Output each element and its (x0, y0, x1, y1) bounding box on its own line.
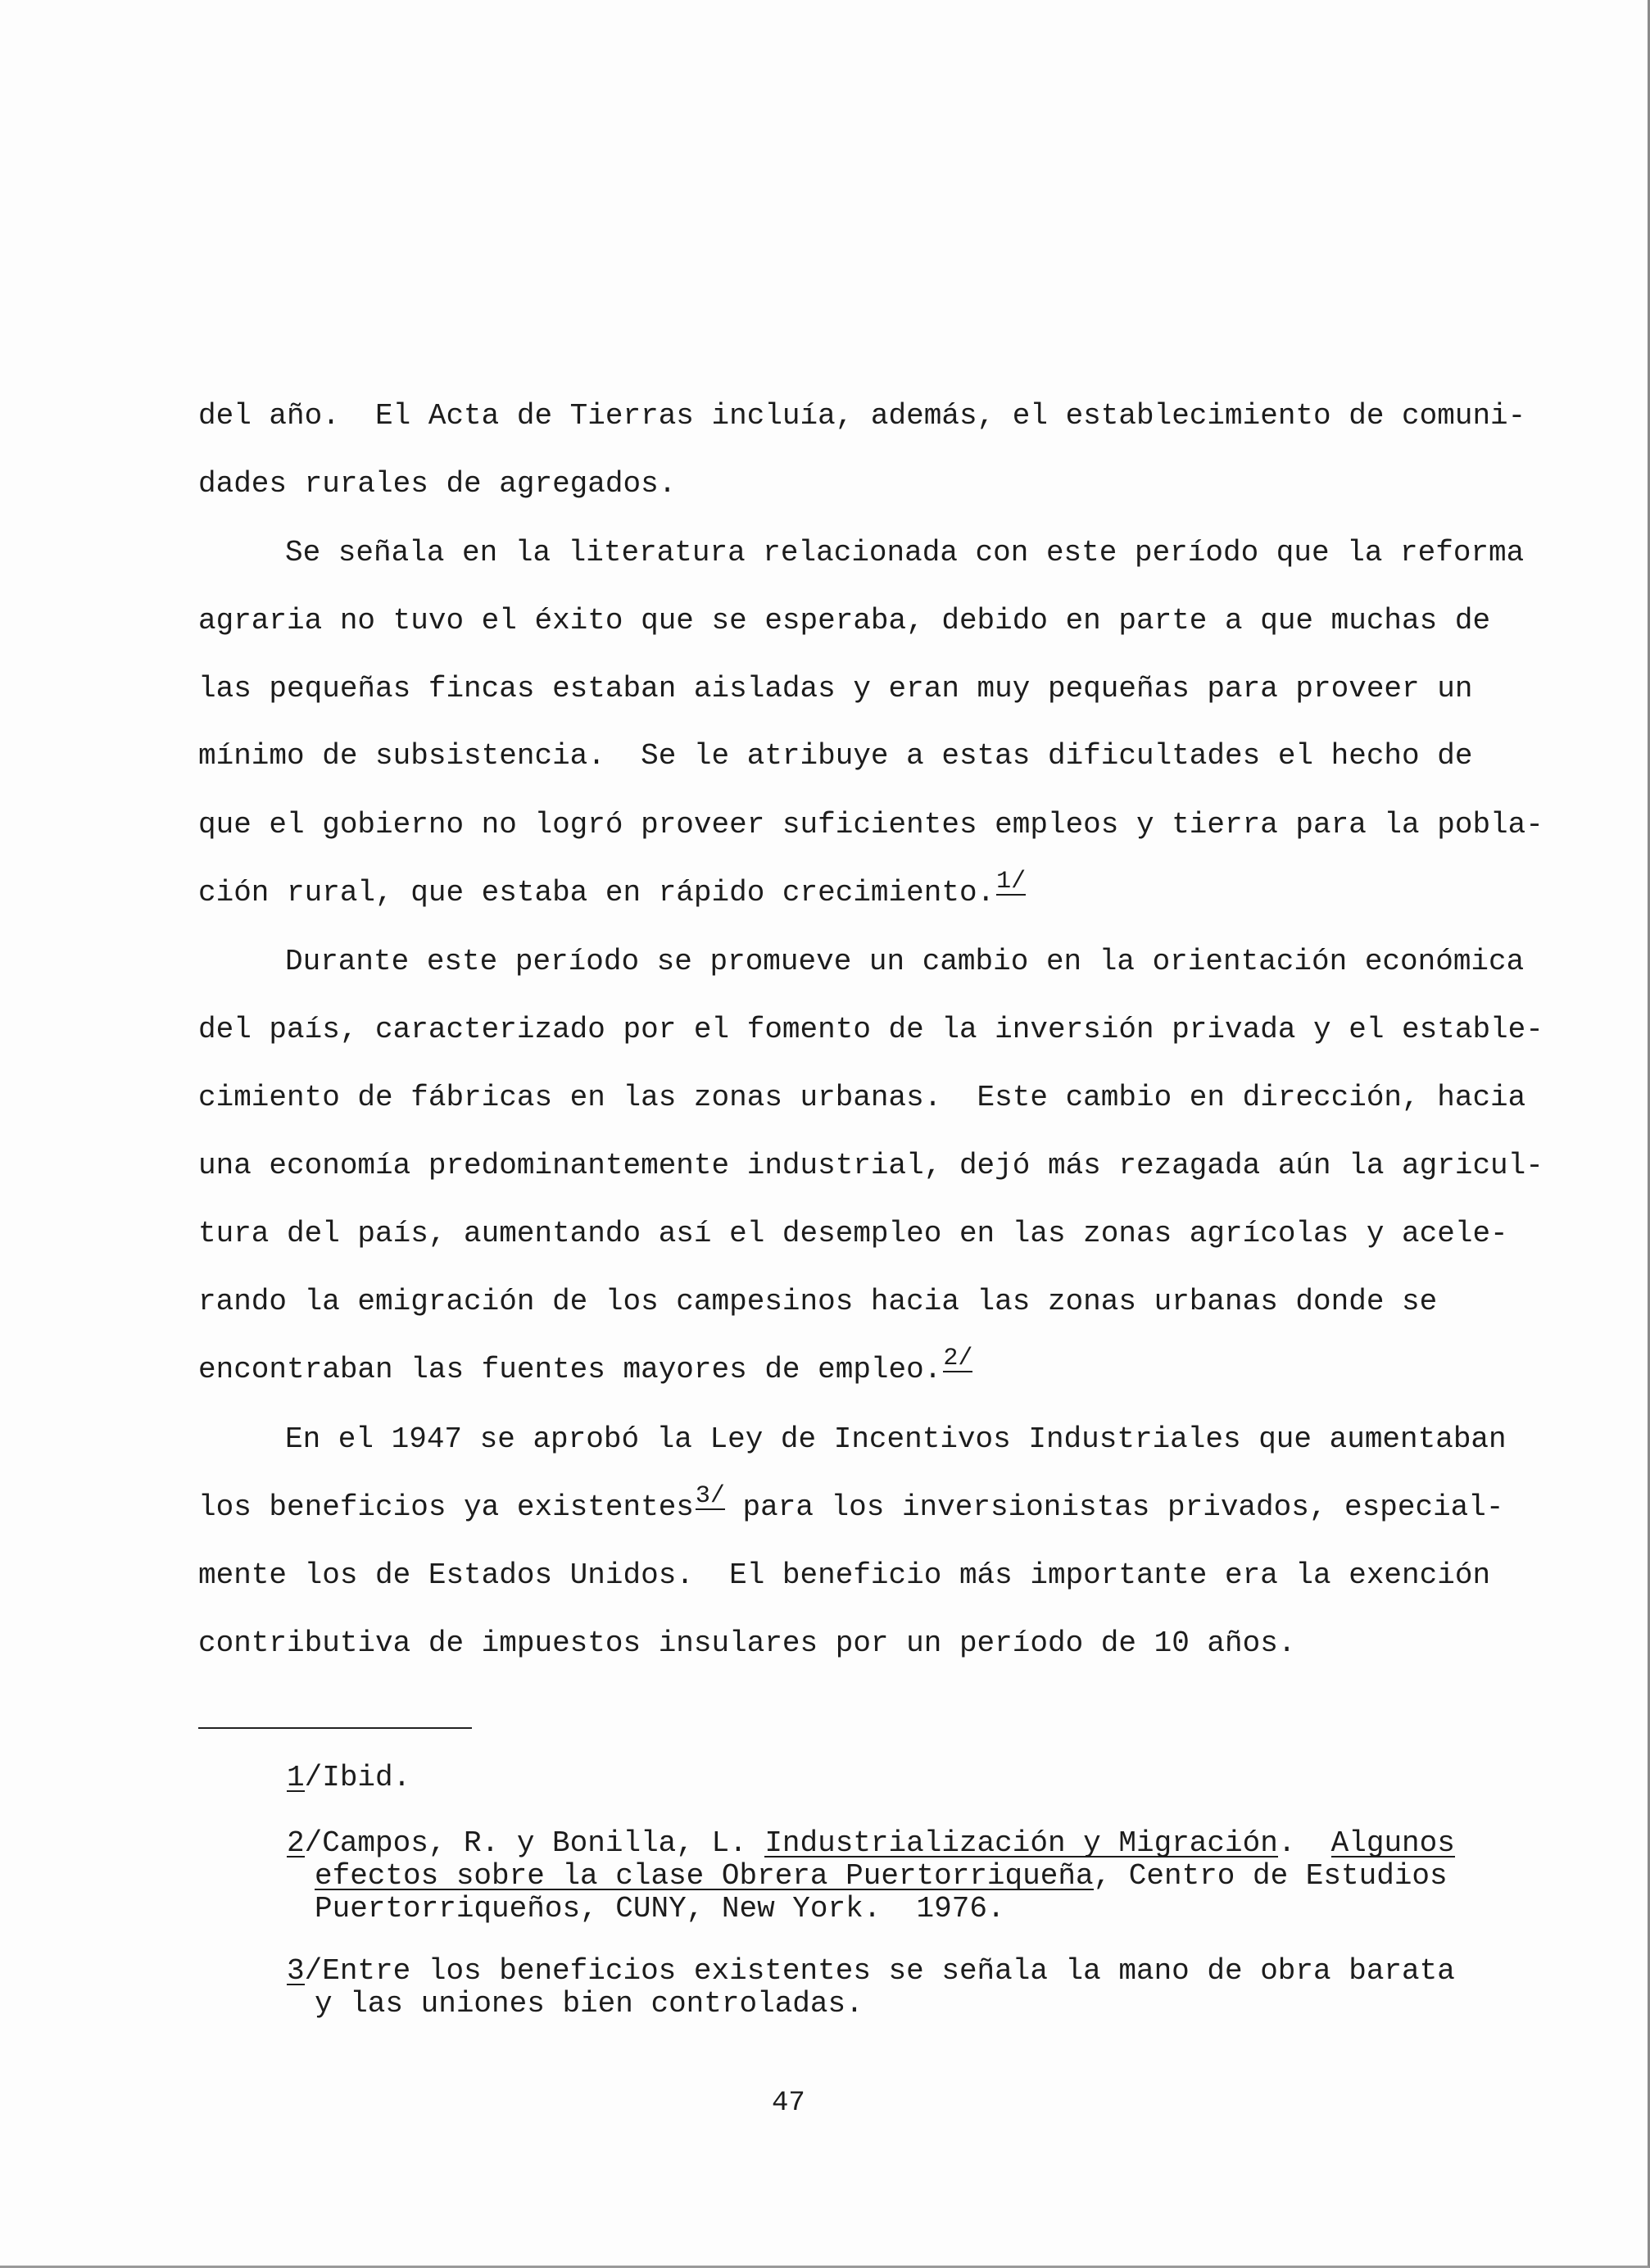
body-line-6: mínimo de subsistencia. Se le atribuye a estas dificultades el hecho de (198, 739, 1473, 773)
footnote-2-line-2 (315, 1860, 1448, 1893)
footnote-2-rest: , Centro de Estudios (1093, 1859, 1448, 1893)
body-line-17 (198, 1482, 1504, 1524)
footnote-2-line-1 (287, 1827, 1455, 1860)
footnote-1-text: /Ibid. (304, 1761, 411, 1794)
body-line-10: del país, caracterizado por el fomento de la inversión privada y el estable- (198, 1013, 1543, 1046)
body-line-19: contributiva de impuestos insulares por un período de 10 años. (198, 1626, 1296, 1660)
body-line-15-text: encontraban las fuentes mayores de empleo. (198, 1353, 942, 1386)
body-line-1: del año. El Acta de Tierras incluía, además, el establecimiento de comuni- (198, 399, 1526, 433)
footnote-2-sep: . (1277, 1826, 1331, 1860)
body-line-16: En el 1947 se aprobó la Ley de Incentivos Industriales que aumentaban (285, 1422, 1507, 1456)
footnote-3-line-2: y las uniones bien controladas. (315, 1987, 864, 2021)
body-line-18: mente los de Estados Unidos. El beneficio más importante era la exención (198, 1558, 1491, 1592)
footnote-3-text-1: /Entre los beneficios existentes se señala la mano de obra barata (304, 1954, 1455, 1988)
body-line-17-text-b: para los inversionistas privados, especial- (724, 1490, 1504, 1524)
body-line-8-text: ción rural, que estaba en rápido crecimiento. (198, 876, 995, 909)
footnote-3-line-1 (287, 1955, 1455, 1988)
body-line-7: que el gobierno no logró proveer suficientes empleos y tierra para la pobla- (198, 808, 1543, 841)
body-line-2: dades rurales de agregados. (198, 467, 677, 501)
footnote-3-number: 3 (287, 1954, 305, 1988)
footnote-2-title-2a: Algunos (1330, 1826, 1455, 1860)
footnote-2-line-3: Puertorriqueños, CUNY, New York. 1976. (315, 1892, 1005, 1926)
footnote-2-number: 2 (287, 1826, 305, 1860)
page-number: 47 (772, 2088, 805, 2119)
body-line-8 (198, 868, 1027, 909)
footnote-2-title-2b: efectos sobre la clase Obrera Puertorriqueña (315, 1859, 1094, 1893)
body-line-3: Se señala en la literatura relacionada con este período que la reforma (285, 536, 1525, 569)
footnote-ref-1: 1/ (996, 868, 1027, 896)
footnote-2-prefix: /Campos, R. y Bonilla, L. (304, 1826, 765, 1860)
body-line-11: cimiento de fábricas en las zonas urbanas. Este cambio en dirección, hacia (198, 1081, 1526, 1114)
body-line-4: agraria no tuvo el éxito que se esperaba, debido en parte a que muchas de (198, 604, 1491, 637)
body-line-17-text-a: los beneficios ya existentes (198, 1490, 694, 1524)
footnote-2-title-1: Industrialización y Migración (764, 1826, 1278, 1860)
footnote-ref-3: 3/ (695, 1482, 725, 1510)
body-line-14: rando la emigración de los campesinos hacia las zonas urbanas donde se (198, 1285, 1438, 1318)
footnote-ref-2: 2/ (943, 1345, 973, 1372)
footnote-separator (198, 1727, 472, 1729)
footnote-1-number: 1 (287, 1761, 305, 1794)
body-line-13: tura del país, aumentando así el desempleo en las zonas agrícolas y acele- (198, 1217, 1508, 1250)
body-line-12: una economía predominantemente industrial, dejó más rezagada aún la agricul- (198, 1149, 1543, 1182)
body-line-5: las pequeñas fincas estaban aisladas y eran muy pequeñas para proveer un (198, 672, 1473, 705)
body-line-9: Durante este período se promueve un cambio en la orientación económica (285, 945, 1525, 978)
footnote-1 (287, 1762, 410, 1794)
body-line-15 (198, 1345, 973, 1386)
